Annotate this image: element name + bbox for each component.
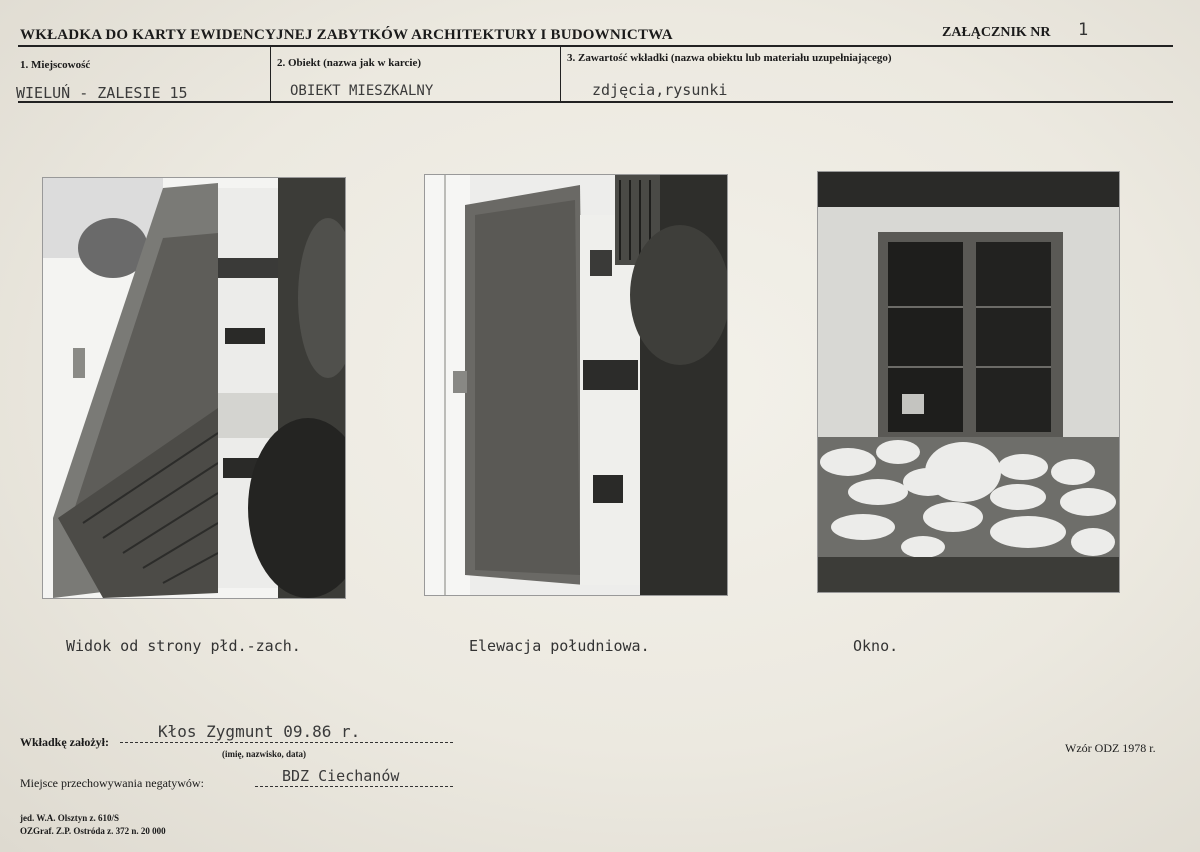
caption-window: Okno. [853,637,899,655]
printer-line-2: OZGraf. Z.P. Ostróda z. 372 n. 20 000 [20,826,166,836]
caption-south-elevation: Elewacja południowa. [469,637,650,655]
created-by-hint: (imię, nazwisko, data) [222,749,306,759]
photo-south-elevation [425,175,727,595]
negatives-line [255,786,453,787]
locality-value: WIELUŃ - ZALESIE 15 [16,84,188,102]
house-south-elevation-image [425,175,727,595]
attachment-number: 1 [1078,20,1089,40]
created-by-label: Wkładkę założył: [20,735,109,749]
fields-bottom-rule [18,101,1173,103]
contents-value: zdjęcia,rysunki [592,81,728,99]
header-rule [18,45,1173,47]
negatives-value: BDZ Ciechanów [282,767,400,785]
attachment-label: ZAŁĄCZNIK NR [942,25,1051,40]
created-by-value: Kłos Zygmunt 09.86 r. [158,722,361,741]
field-divider-1 [270,46,271,102]
object-label: 2. Obiekt (nazwa jak w karcie) [277,57,422,69]
house-southwest-image [43,178,345,598]
window-image [818,172,1119,592]
created-by-line [120,742,453,743]
contents-label: 3. Zawartość wkładki (nazwa obiektu lub materiału uzupełniającego) [567,52,892,64]
form-reference: Wzór ODZ 1978 r. [1065,741,1156,755]
object-value: OBIEKT MIESZKALNY [290,83,434,99]
field-divider-2 [560,46,561,102]
negatives-label: Miejsce przechowywania negatywów: [20,776,204,790]
photo-southwest-view [43,178,345,598]
caption-southwest-view: Widok od strony płd.-zach. [66,637,301,655]
printer-line-1: jed. W.A. Olsztyn z. 610/S [20,813,120,823]
document-title: WKŁADKA DO KARTY EWIDENCYJNEJ ZABYTKÓW ARCHITEKTURY I BUDOWNICTWA [20,27,673,43]
locality-label: 1. Miejscowość [20,59,91,71]
photo-window [818,172,1119,592]
